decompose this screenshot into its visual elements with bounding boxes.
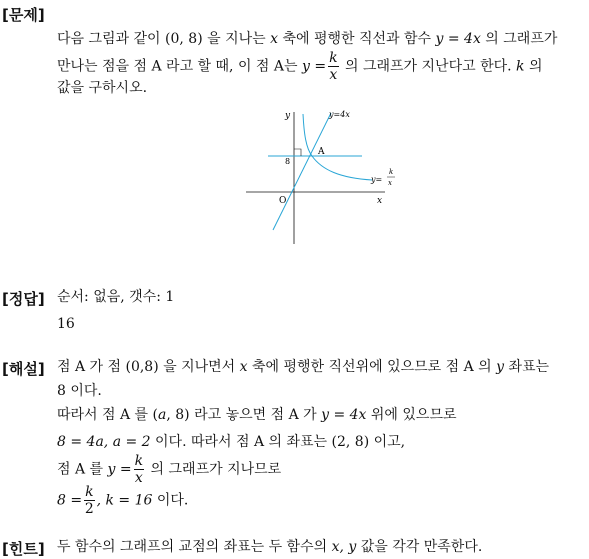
- explanation-line-2: 8 이다.: [57, 383, 102, 399]
- hint-text: 값을 각각 만족한다.: [356, 539, 483, 555]
- fraction-numerator: k: [85, 484, 94, 500]
- x-axis-label: x: [377, 196, 383, 206]
- math-equation: , k = 16: [96, 492, 153, 509]
- problem-text: 축에 평행한 직선과 함수: [278, 31, 436, 47]
- math-a: a: [158, 407, 167, 423]
- fraction-denominator: x: [134, 470, 143, 487]
- explanation-text: 축에 평행한 직선위에 있으므로 점 A 의: [247, 359, 497, 375]
- problem-label: [문제]: [2, 6, 45, 24]
- right-angle-mark: [294, 149, 301, 156]
- explanation-line-5: [57, 453, 281, 486]
- hyperbola-curve: [303, 114, 372, 180]
- explanation-text: 좌표는: [504, 359, 550, 375]
- problem-text: 만나는 점을 점 A 라고 할 때, 이 점 A는: [57, 58, 302, 75]
- fraction-denominator: 2: [84, 501, 94, 518]
- math-equation: 8 = 4a, a = 2: [57, 434, 151, 450]
- graph-figure: [240, 104, 400, 249]
- explanation-label: [해설]: [2, 360, 45, 378]
- hint-label: [힌트]: [2, 540, 45, 558]
- explanation-line-4: [57, 435, 405, 449]
- hyperbola-k: k: [389, 168, 394, 176]
- math-y: y =: [301, 58, 327, 75]
- fraction-denominator: x: [329, 67, 338, 84]
- fraction-k-over-x: [134, 453, 144, 486]
- math-k: k: [516, 58, 525, 75]
- math-x: x: [270, 31, 279, 47]
- hint-text: 두 함수의 그래프의 교점의 좌표는 두 함수의: [57, 539, 332, 555]
- y-axis-label: y: [285, 111, 291, 121]
- fraction-numerator: k: [329, 50, 338, 66]
- tick-8-label: 8: [285, 157, 291, 166]
- explanation-text: , 8) 라고 놓으면 점 A 가: [166, 407, 322, 423]
- explanation-text: 점 A 가 점 (0,8) 을 지나면서: [57, 359, 240, 375]
- math-xy: x, y: [331, 539, 357, 555]
- problem-line-1: [57, 32, 557, 46]
- problem-text: 의: [524, 58, 543, 75]
- answer-label: [정답]: [2, 290, 45, 308]
- answer-value: 16: [57, 316, 75, 332]
- problem-line-2: [57, 50, 543, 83]
- math-equation: y = 4x: [321, 407, 367, 423]
- problem-text: 의 그래프가: [480, 31, 558, 47]
- problem-line-3: 값을 구하시오.: [57, 80, 148, 96]
- problem-text: 다음 그림과 같이 (0, 8) 을 지나는: [57, 31, 271, 47]
- explanation-line-3: [57, 408, 457, 422]
- line-y-4x: [273, 113, 331, 230]
- explanation-text: 점 A 를: [57, 461, 108, 478]
- problem-text: 의 그래프가 지난다고 한다.: [340, 58, 517, 75]
- math-equation: y = 4x: [435, 31, 481, 47]
- explanation-text: 의 그래프가 지나므로: [146, 461, 282, 478]
- math-y: y: [496, 359, 505, 375]
- hint-line: [57, 540, 482, 554]
- explanation-line-6: [57, 484, 188, 517]
- fraction-k-over-2: [84, 484, 94, 517]
- hyperbola-x: x: [388, 179, 392, 187]
- explanation-text: 따라서 점 A 를 (: [57, 407, 158, 423]
- fraction-k-over-x: [328, 50, 338, 83]
- explanation-text: 이다.: [152, 492, 189, 509]
- explanation-line-1: [57, 360, 549, 374]
- answer-order: 순서: 없음, 갯수: 1: [57, 289, 175, 305]
- line-4x-label: y=4x: [329, 110, 350, 119]
- hyperbola-label: y=: [371, 175, 383, 184]
- point-a-label: A: [318, 147, 325, 157]
- math-y: y =: [107, 461, 132, 478]
- fraction-numerator: k: [134, 453, 144, 469]
- math-x: x: [239, 359, 248, 375]
- explanation-text: 이다. 따라서 점 A 의 좌표는 (2, 8) 이고,: [150, 434, 406, 450]
- explanation-text: 위에 있으므로: [366, 407, 457, 423]
- origin-label: O: [279, 196, 287, 206]
- math-equation: 8 =: [57, 492, 83, 509]
